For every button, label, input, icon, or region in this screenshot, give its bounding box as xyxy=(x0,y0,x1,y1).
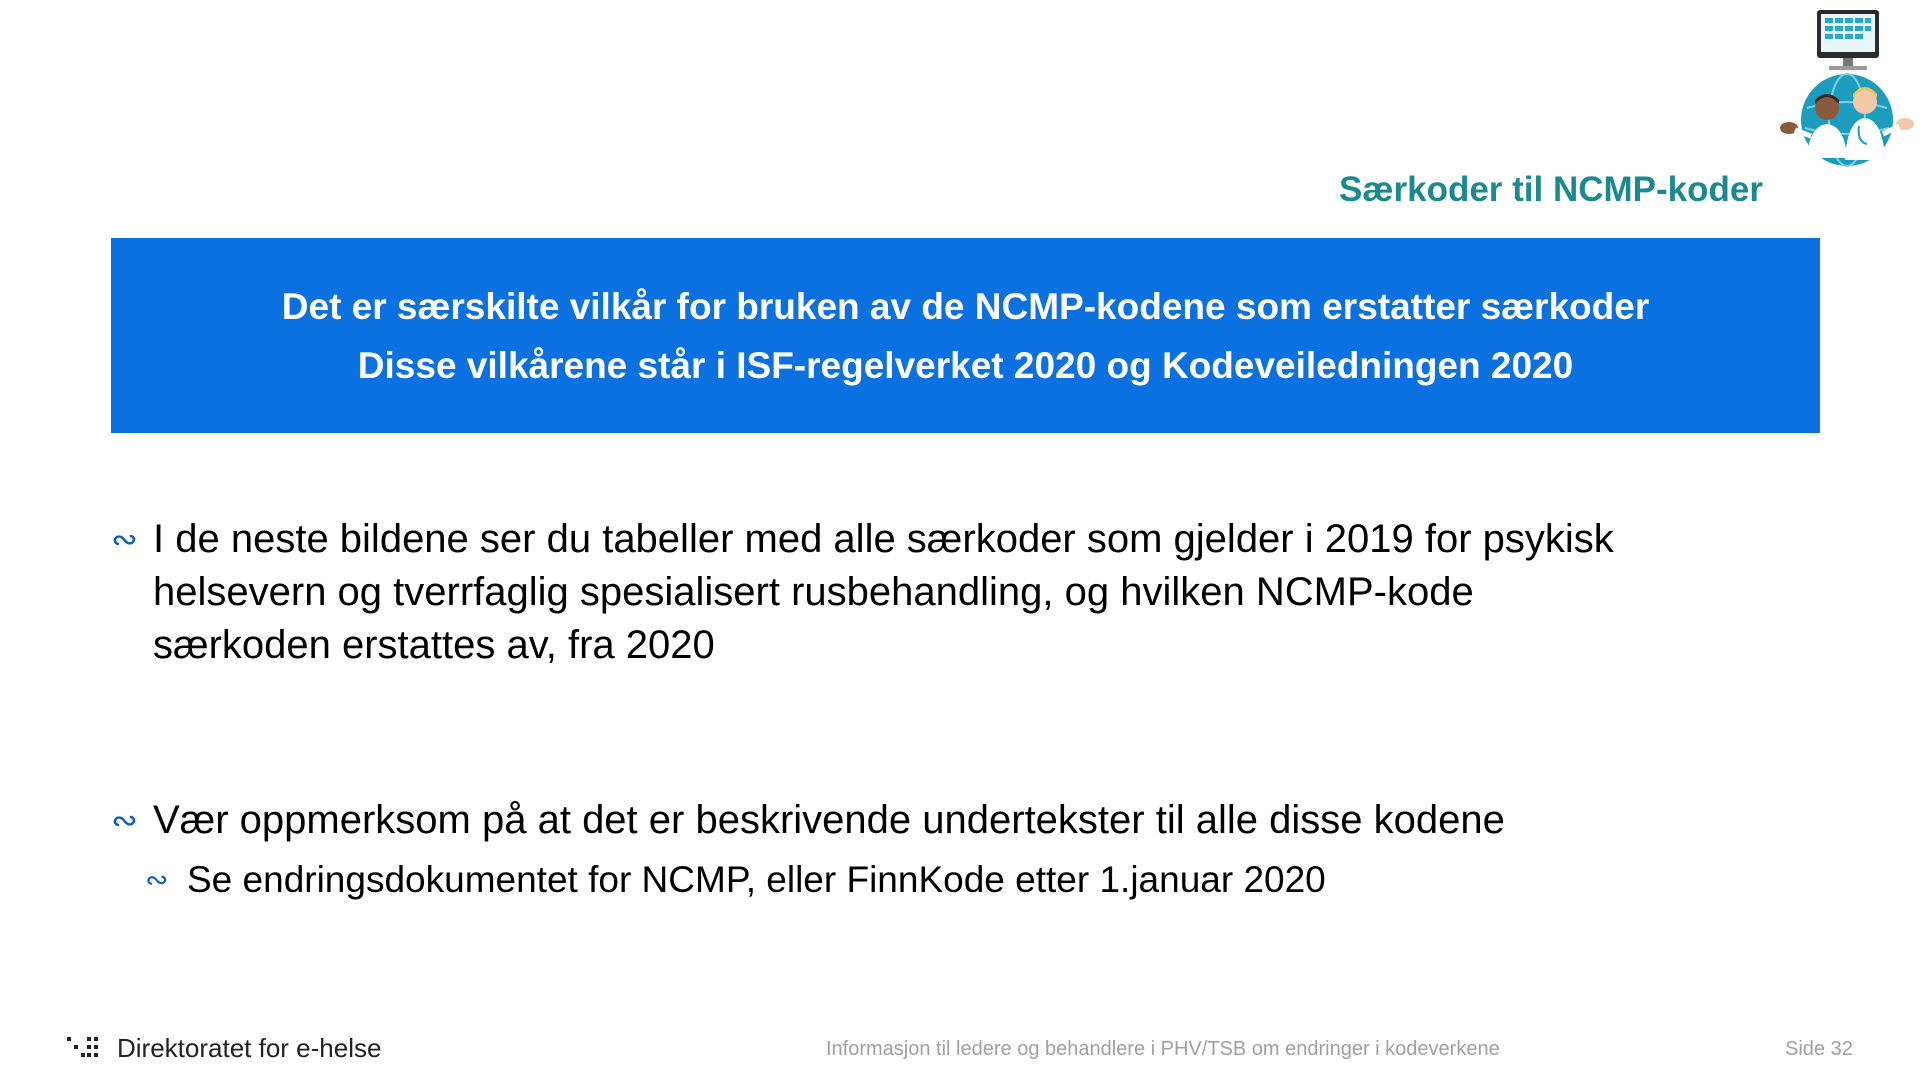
logo-text: Direktoratet for e-helse xyxy=(117,1033,382,1063)
page-number: Side 32 xyxy=(1785,1038,1853,1060)
footer-logo xyxy=(67,1033,381,1064)
bullet-icon: ∾ xyxy=(145,864,169,895)
bullet-icon: ∾ xyxy=(111,521,138,557)
sub-bullet-item xyxy=(145,855,1326,905)
bullet-item xyxy=(111,794,1505,847)
bullet-text: Vær oppmerksom på at det er beskrivende undertekster til alle disse kodene xyxy=(153,798,1505,842)
sub-bullet-text: Se endringsdokumentet for NCMP, eller FinnKode etter 1.januar 2020 xyxy=(187,859,1326,900)
doctors-globe-computer-illustration xyxy=(1777,8,1917,168)
bullet-item xyxy=(111,513,1791,672)
footer-description: Informasjon til ledere og behandlere i PHV/TSB om endringer i kodeverkene xyxy=(826,1038,1500,1060)
banner-line-2: Disse vilkårene står i ISF-regelverket 2020 og Kodeveiledningen 2020 xyxy=(357,344,1574,386)
bullet-text: I de neste bildene ser du tabeller med alle særkoder som gjelder i 2019 for psykisk helsevern og tverrfaglig spesialisert rusbehandling, og hvilken NCMP-kode særkoden erstattes av, fra 2020 xyxy=(153,517,1614,667)
banner-line-1: Det er særskilte vilkår for bruken av de NCMP-kodene som erstatter særkoder xyxy=(281,285,1650,327)
bullet-icon: ∾ xyxy=(111,802,138,838)
direktoratet-logo-mark xyxy=(67,1035,111,1063)
highlight-banner xyxy=(111,238,1820,433)
section-title: Særkoder til NCMP-koder xyxy=(1339,170,1763,209)
